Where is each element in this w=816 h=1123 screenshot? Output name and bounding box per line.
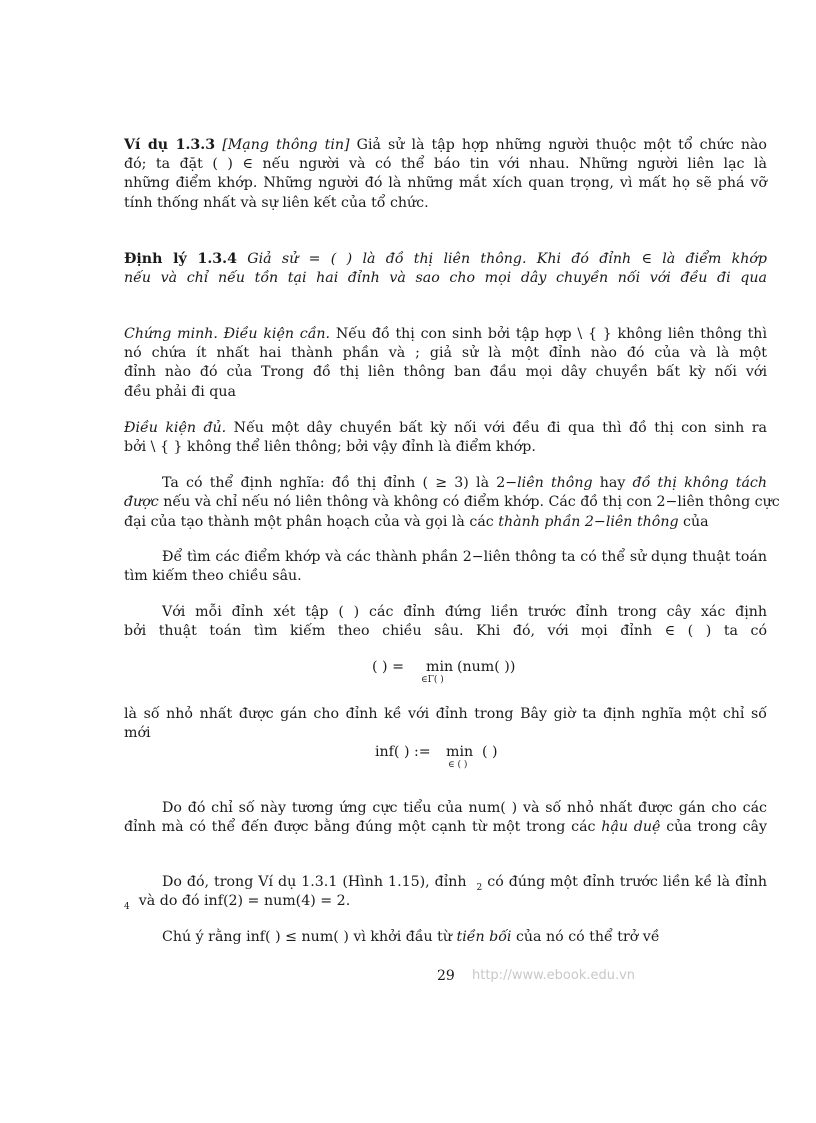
example-ref-line-2 bbox=[124, 892, 767, 917]
term-nonseparable: đồ thị không tách bbox=[632, 475, 767, 491]
term-nonseparable-end: được bbox=[124, 494, 159, 510]
term-2-connected: liên thông bbox=[517, 475, 593, 491]
term-descendants: hậu duệ bbox=[601, 819, 661, 835]
example-line-4: tính thống nhất và sự liên kết của tổ chức. bbox=[124, 195, 429, 211]
example-ref-text: có đúng một đỉnh trước liền kề là đỉnh bbox=[487, 874, 767, 890]
index-text: đỉnh mà có thể đến được bằng đúng một cạnh từ một trong các bbox=[124, 819, 602, 835]
proof-label: Chứng minh. Điều kiện cần. bbox=[124, 326, 331, 342]
definition-text: Ta có thể định nghĩa: đồ thị đỉnh ( ≥ 3) là 2− bbox=[162, 475, 518, 491]
index-line-2 bbox=[124, 818, 767, 837]
theorem-line-1 bbox=[124, 250, 767, 269]
theorem-statement: Giả sử = ( ) là đồ thị liên thông. Khi đó đỉnh ∈ là điểm khớp bbox=[247, 251, 767, 267]
formula-1-rhs: (num( )) bbox=[457, 659, 516, 675]
watermark-url: http://www.ebook.edu.vn bbox=[472, 968, 636, 983]
index-line-1: Do đó chỉ số này tương ứng cực tiểu của num( ) và số nhỏ nhất được gán cho các bbox=[162, 800, 767, 816]
formula-1-subscript: ∈Γ( ) bbox=[421, 675, 444, 685]
each-line-2: bởi thuật toán tìm kiếm theo chiều sâu. Khi đó, với mọi đỉnh ∈ ( ) ta có bbox=[124, 623, 767, 639]
term-2-connected-component: thành phần 2−liên thông bbox=[498, 514, 679, 530]
example-ref-text: Do đó, trong Ví dụ 1.3.1 (Hình 1.15), đỉnh bbox=[162, 874, 467, 890]
page-number: 29 bbox=[437, 968, 455, 984]
term-ancestor: tiền bối bbox=[456, 929, 512, 945]
example-line-3: những điểm khớp. Những người đó là những mắt xích quan trọng, vì mất họ sẽ phá vỡ bbox=[124, 175, 767, 191]
formula-1-min: min bbox=[426, 659, 454, 675]
sufficient-line-1 bbox=[124, 419, 767, 438]
find-line-1: Để tìm các điểm khớp và các thành phần 2−liên thông ta có thể sử dụng thuật toán bbox=[162, 549, 767, 565]
min-line-1: là số nhỏ nhất được gán cho đỉnh kề với đỉnh trong Bây giờ ta định nghĩa một chỉ số bbox=[124, 706, 767, 722]
formula-2-rhs: ( ) bbox=[482, 744, 498, 760]
proof-line-4: đều phải đi qua bbox=[124, 384, 236, 400]
note-line-1 bbox=[162, 928, 767, 947]
proof-line-3: đỉnh nào đó của Trong đồ thị liên thông ban đầu mọi dây chuyền bất kỳ nối với bbox=[124, 364, 767, 380]
each-line-1: Với mỗi đỉnh xét tập ( ) các đỉnh đứng liền trước đỉnh trong cây xác định bbox=[162, 604, 767, 620]
index-text: của trong cây bbox=[660, 819, 767, 835]
proof-line-1 bbox=[124, 325, 767, 344]
example-line-1 bbox=[124, 136, 767, 155]
theorem-label: Định lý 1.3.4 bbox=[124, 251, 237, 267]
proof-line-2: nó chứa ít nhất hai thành phần và ; giả sử là một đỉnh nào đó của và là một bbox=[124, 345, 767, 361]
example-text: Giả sử là tập hợp những người thuộc một tổ chức nào bbox=[356, 137, 767, 153]
definition-text: nếu và chỉ nếu nó liên thông và không có điểm khớp. Các đồ thị con 2−liên thông cực bbox=[158, 494, 780, 510]
example-ref-text: và do đó inf(2) = num(4) = 2. bbox=[138, 893, 351, 909]
formula-2-min: min bbox=[446, 744, 474, 760]
find-line-2: tìm kiếm theo chiều sâu. bbox=[124, 568, 302, 584]
sufficient-text: Nếu một dây chuyền bất kỳ nối với đều đi qua thì đồ thị con sinh ra bbox=[233, 420, 767, 436]
formula-2-lhs: inf( ) := bbox=[375, 744, 431, 760]
sufficient-label: Điều kiện đủ. bbox=[124, 420, 227, 436]
example-line-2: đó; ta đặt ( ) ∈ nếu người và có thể báo tin với nhau. Những người liên lạc là bbox=[124, 156, 767, 172]
proof-text: Nếu đồ thị con sinh bởi tập hợp \ { } không liên thông thì bbox=[335, 326, 767, 342]
subscript-2: 2 bbox=[476, 882, 483, 893]
subscript-4: 4 bbox=[124, 901, 130, 912]
definition-text: của bbox=[678, 514, 709, 530]
definition-line-3 bbox=[124, 513, 767, 532]
formula-2 bbox=[375, 742, 575, 772]
sufficient-line-2: bởi \ { } không thể liên thông; bởi vậy đỉnh là điểm khớp. bbox=[124, 439, 536, 455]
example-title: [Mạng thông tin] bbox=[222, 137, 350, 153]
formula-2-subscript: ∈ ( ) bbox=[448, 760, 468, 770]
definition-line-1 bbox=[162, 474, 767, 493]
definition-line-2 bbox=[124, 493, 780, 512]
theorem-line-2: nếu và chỉ nếu tồn tại hai đỉnh và sao cho mọi dây chuyền nối với đều đi qua bbox=[124, 270, 767, 286]
formula-1-lhs: ( ) = bbox=[372, 659, 404, 675]
example-label: Ví dụ 1.3.3 bbox=[124, 137, 216, 153]
min-line-2: mới bbox=[124, 725, 151, 741]
formula-1 bbox=[372, 657, 572, 687]
note-text: của nó có thể trở về bbox=[511, 929, 660, 945]
definition-text: hay bbox=[592, 475, 633, 491]
note-text: Chú ý rằng inf( ) ≤ num( ) vì khởi đầu từ bbox=[162, 929, 457, 945]
definition-text: đại của tạo thành một phân hoạch của và gọi là các bbox=[124, 514, 499, 530]
